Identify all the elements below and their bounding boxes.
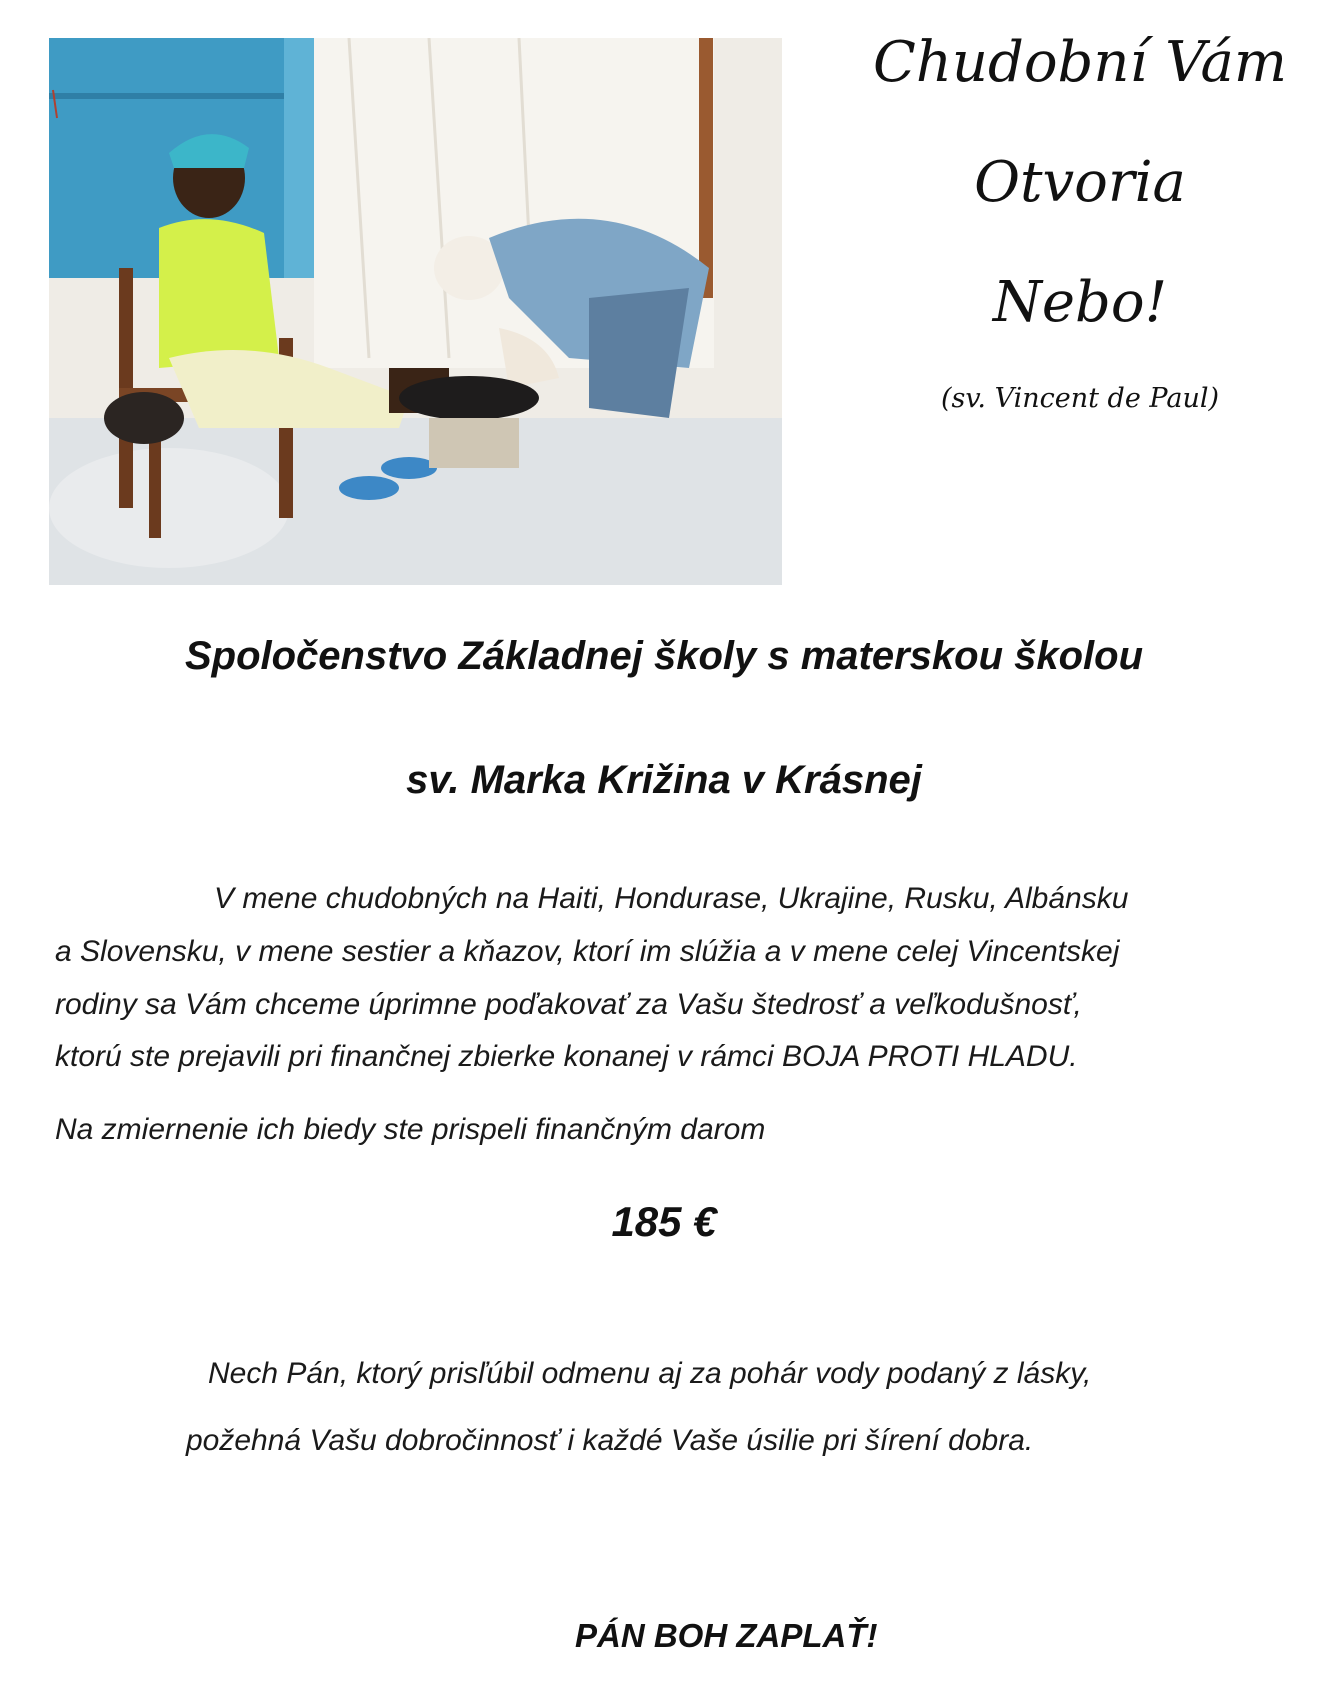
quote-line-3: Nebo! bbox=[992, 270, 1168, 335]
body-line-4: ktorú ste prejavili pri finančnej zbierke konanej v rámci BOJA PROTI HLADU. bbox=[55, 1040, 1078, 1073]
body-line-3: rodiny sa Vám chceme úprimne poďakovať za Vašu štedrosť a veľkodušnosť, bbox=[55, 988, 1082, 1021]
photo-illustration bbox=[49, 38, 782, 585]
closing-text: PÁN BOH ZAPLAŤ! bbox=[575, 1617, 878, 1654]
donation-amount: 185 € bbox=[611, 1198, 717, 1245]
photo bbox=[49, 38, 782, 585]
blessing-line-2: požehná Vašu dobročinnosť i každé Vaše úsilie pri šírení dobra. bbox=[186, 1424, 1034, 1457]
body-line-2: a Slovensku, v mene sestier a kňazov, ktorí im slúžia a v mene celej Vincentskej bbox=[55, 935, 1120, 968]
quote-line-1: Chudobní Vám bbox=[873, 30, 1287, 95]
heading-line-1: Spoločenstvo Základnej školy s materskou školou bbox=[184, 634, 1144, 678]
quote-attribution: (sv. Vincent de Paul) bbox=[940, 383, 1220, 414]
quote-line-2: Otvoria bbox=[974, 150, 1186, 215]
body-line-1: V mene chudobných na Haiti, Hondurase, Ukrajine, Rusku, Albánsku bbox=[214, 882, 1129, 915]
blessing-line-1: Nech Pán, ktorý prisľúbil odmenu aj za pohár vody podaný z lásky, bbox=[208, 1357, 1092, 1390]
body-line-5: Na zmiernenie ich biedy ste prispeli finančným darom bbox=[55, 1113, 766, 1146]
heading-line-2: sv. Marka Križina v Krásnej bbox=[406, 758, 922, 802]
